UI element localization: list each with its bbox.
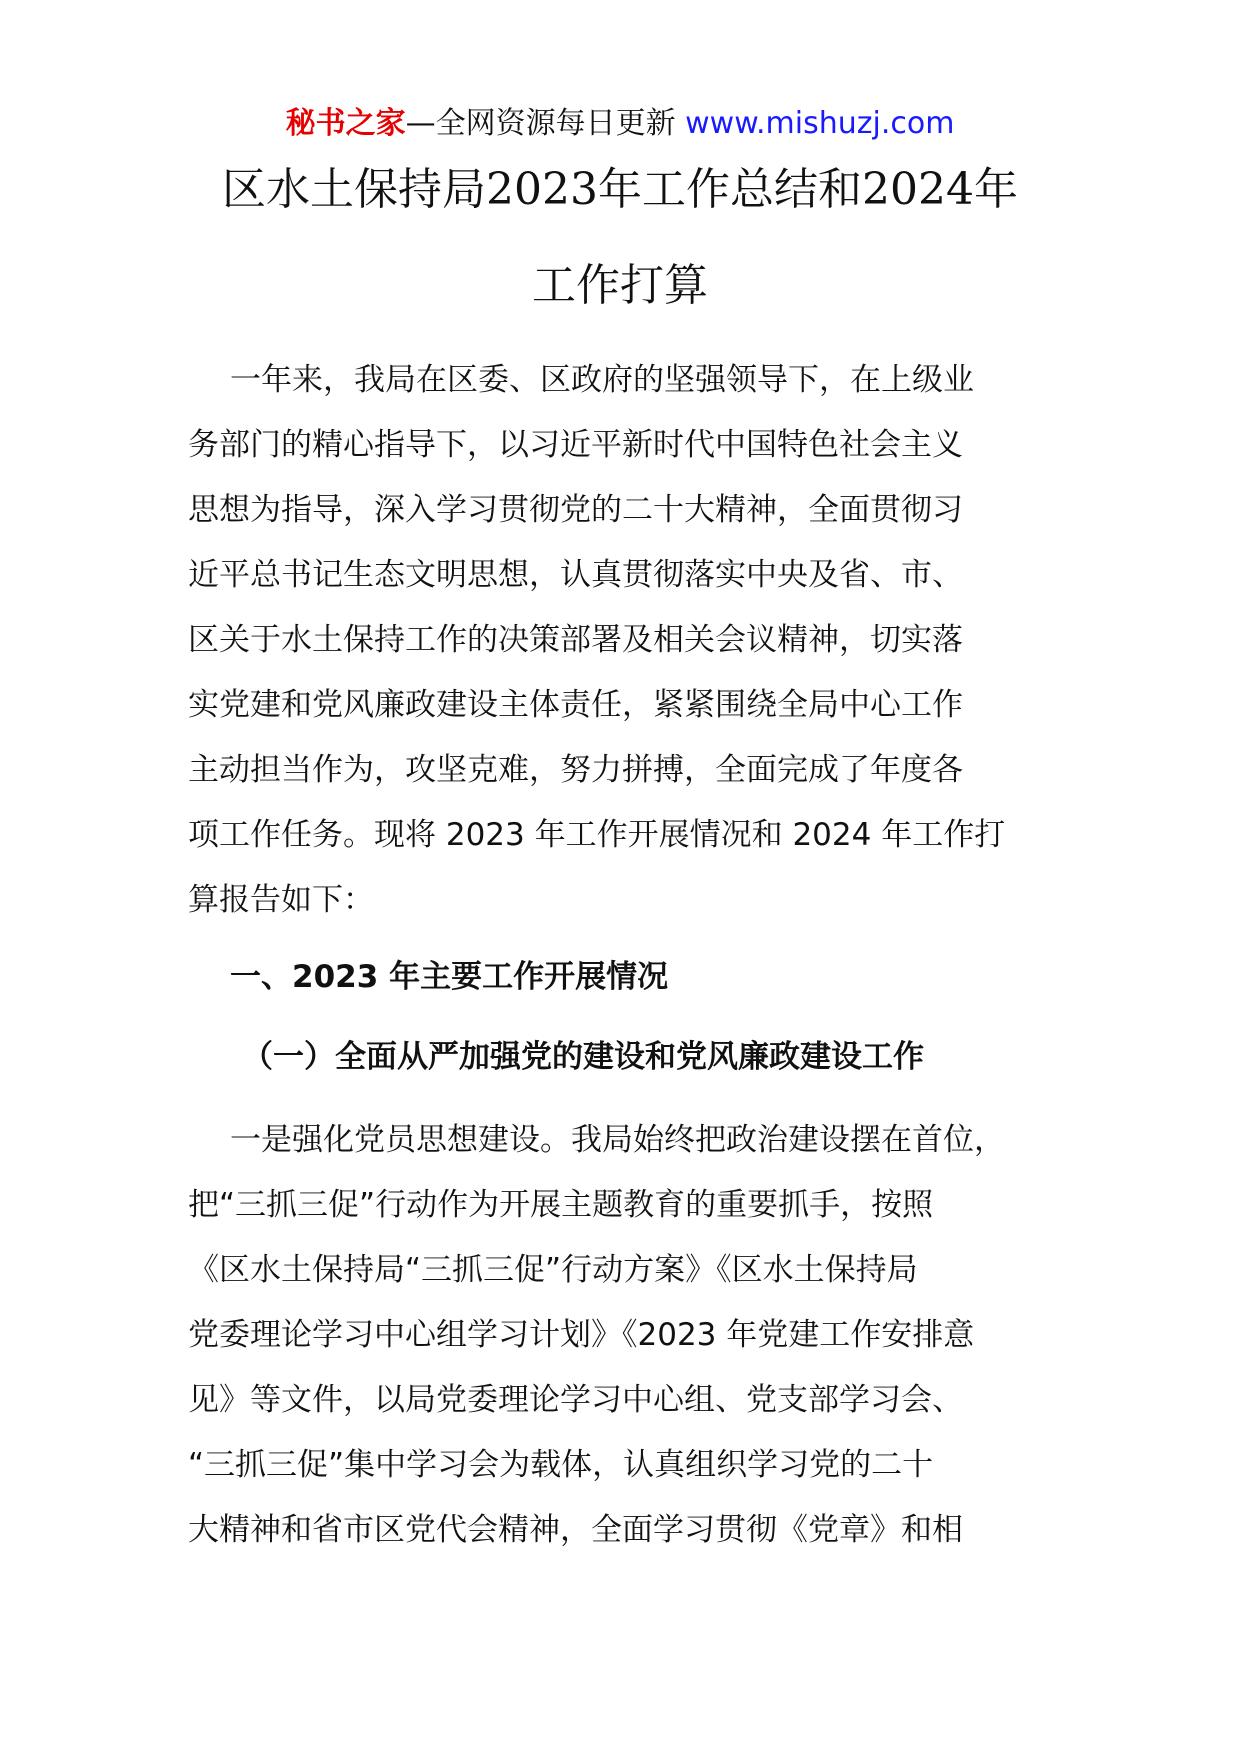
document-title-line-1 bbox=[0, 160, 1240, 220]
title-part: 区水土保持局 bbox=[222, 164, 487, 215]
subsection-heading-1 bbox=[188, 1025, 1088, 1090]
paragraph-line: “三抓三促”集中学习会为载体，认真组织学习党的二十 bbox=[188, 1447, 934, 1483]
paragraph-line: 主动担当作为，攻坚克难，努力拼搏，全面完成了年度各 bbox=[188, 752, 963, 788]
paragraph-line: 大精神和省市区党代会精神，全面学习贯彻《党章》和相 bbox=[188, 1512, 963, 1548]
site-slogan: —全网资源每日更新 bbox=[405, 106, 686, 141]
title-year-2023: 2023 bbox=[486, 164, 598, 215]
site-brand: 秘书之家 bbox=[285, 106, 406, 141]
intro-paragraph bbox=[188, 348, 1088, 933]
site-url-link[interactable]: www.mishuzj.com bbox=[685, 106, 955, 141]
paragraph-line: 把“三抓三促”行动作为开展主题教育的重要抓手，按照 bbox=[188, 1187, 934, 1223]
paragraph-line: 见》等文件，以局党委理论学习中心组、党支部学习会、 bbox=[188, 1382, 963, 1418]
paragraph-line: 近平总书记生态文明思想，认真贯彻落实中央及省、市、 bbox=[188, 557, 963, 593]
paragraph-line: 一是强化党员思想建设。我局始终把政治建设摆在首位， bbox=[230, 1122, 1005, 1158]
heading-text: （一）全面从严加强党的建设和党风廉政建设工作 bbox=[242, 1039, 924, 1075]
title-part: 年工作总结和 bbox=[598, 164, 862, 215]
paragraph-line: 思想为指导，深入学习贯彻党的二十大精神，全面贯彻习 bbox=[188, 492, 963, 528]
paragraph-line: 项工作任务。现将 2023 年工作开展情况和 2024 年工作打 bbox=[188, 817, 1006, 853]
paragraph-line: 一年来，我局在区委、区政府的坚强领导下，在上级业 bbox=[230, 362, 974, 398]
heading-text: 一、2023 年主要工作开展情况 bbox=[230, 959, 669, 995]
paragraph-line: 算报告如下： bbox=[188, 882, 374, 918]
document-title-line-2: 工作打算 bbox=[532, 260, 708, 311]
paragraph-line: 区关于水土保持工作的决策部署及相关会议精神，切实落 bbox=[188, 622, 963, 658]
title-part: 年 bbox=[973, 164, 1018, 215]
paragraph-line: 《区水土保持局“三抓三促”行动方案》《区水土保持局 bbox=[188, 1252, 918, 1288]
paragraph-line: 党委理论学习中心组学习计划》《2023 年党建工作安排意 bbox=[188, 1317, 975, 1353]
title-year-2024: 2024 bbox=[862, 164, 974, 215]
paragraph-line: 实党建和党风廉政建设主体责任，紧紧围绕全局中心工作 bbox=[188, 687, 963, 723]
paragraph-line: 务部门的精心指导下，以习近平新时代中国特色社会主义 bbox=[188, 427, 963, 463]
section-heading-1 bbox=[188, 945, 1088, 1010]
party-building-paragraph bbox=[188, 1108, 1088, 1563]
site-header bbox=[0, 102, 1240, 146]
